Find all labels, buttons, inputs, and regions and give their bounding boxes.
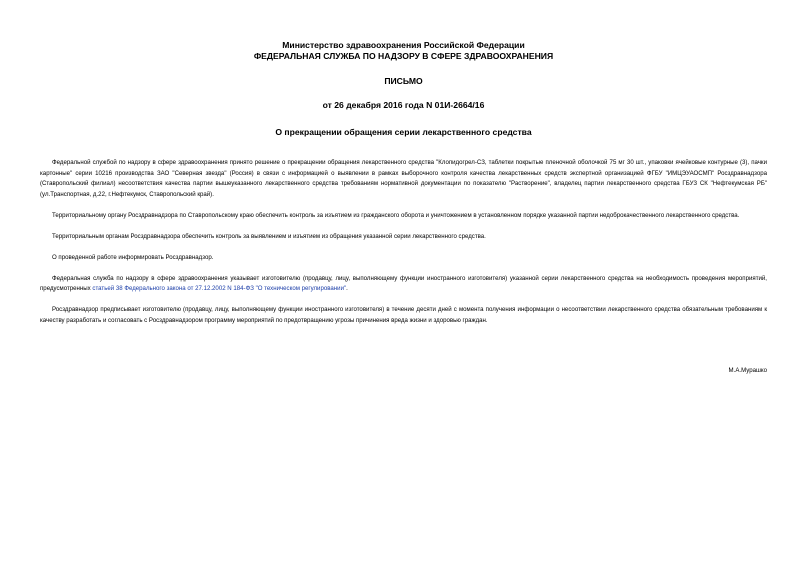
paragraph-5-end: . (346, 285, 348, 292)
document-page (40, 40, 767, 337)
law-article-link[interactable]: статьей 38 Федерального закона от 27.12.2002 N 184-ФЗ "О техническом регулировании" (92, 285, 347, 292)
paragraph-5 (40, 274, 767, 295)
paragraph-2: Территориальному органу Росздравнадзора по Ставропольскому краю обеспечить контроль за изъятием из гражданского оборота и уничтожением в установленном порядке указанной партии недоброкачественного лекарственного средства. (52, 211, 740, 219)
signature: М.А.Мурашко (728, 367, 767, 374)
service-name: ФЕДЕРАЛЬНАЯ СЛУЖБА ПО НАДЗОРУ В СФЕРЕ ЗДРАВООХРАНЕНИЯ (253, 51, 554, 61)
ministry-name: Министерство здравоохранения Российской Федерации (282, 40, 525, 50)
paragraph-6: Росздравнадзор предписывает изготовителю (продавцу, лицу, выполняющему функции иностранного изготовителя) в течение десяти дней с момента получения информации о несоответствии лекарственного средства обязательным требованиям к качеству разработать и согласовать с Росздравнадзором программу мероприятий по предотвращению угрозы причинения вреда жизни и здоровью граждан. (40, 306, 767, 324)
document-body (40, 158, 767, 326)
document-header (40, 40, 767, 62)
document-title: О прекращении обращения серии лекарственного средства (275, 127, 532, 137)
document-date: от 26 декабря 2016 года N 01И-2664/16 (322, 100, 485, 110)
paragraph-3: Территориальным органам Росздравнадзора обеспечить контроль за выявлением и изъятием из обращения указанной серии лекарственного средства. (52, 232, 486, 240)
paragraph-4: О проведенной работе информировать Росздравнадзор. (52, 253, 214, 261)
document-type: ПИСЬМО (384, 76, 423, 86)
paragraph-1: Федеральной службой по надзору в сфере здравоохранения принято решение о прекращении обращения лекарственного средства "Клопидогрел-СЗ, таблетки покрытые пленочной оболочкой 75 мг 30 шт., упаковки ячейковые контурные (3), пачки картонные" серии 10216 производства ЗАО "Северная звезда" (Россия) в связи с информацией о выявлении в рамках выборочного контроля качества лекарственных средств экспертной организацией ФГБУ "ИМЦЭУАОСМП" Росздравнадзора (Ставропольский филиал) несоответствия качества партии вышеуказанного лекарственного средства требованиям нормативной документации по показателю "Растворение", владелец партии лекарственного средства ГБУЗ СК "Нефтекумская РБ" (ул.Транспортная, д.22, г.Нефтекумск, Ставропольский край). (40, 159, 767, 198)
paragraph-5-text: Федеральная служба по надзору в сфере здравоохранения указывает изготовителю (продавцу, лицу, выполняющему функции иностранного изготовителя) указанной серии лекарственного средства на необходимость проведения мероприятий, предусмотренных (40, 274, 767, 292)
